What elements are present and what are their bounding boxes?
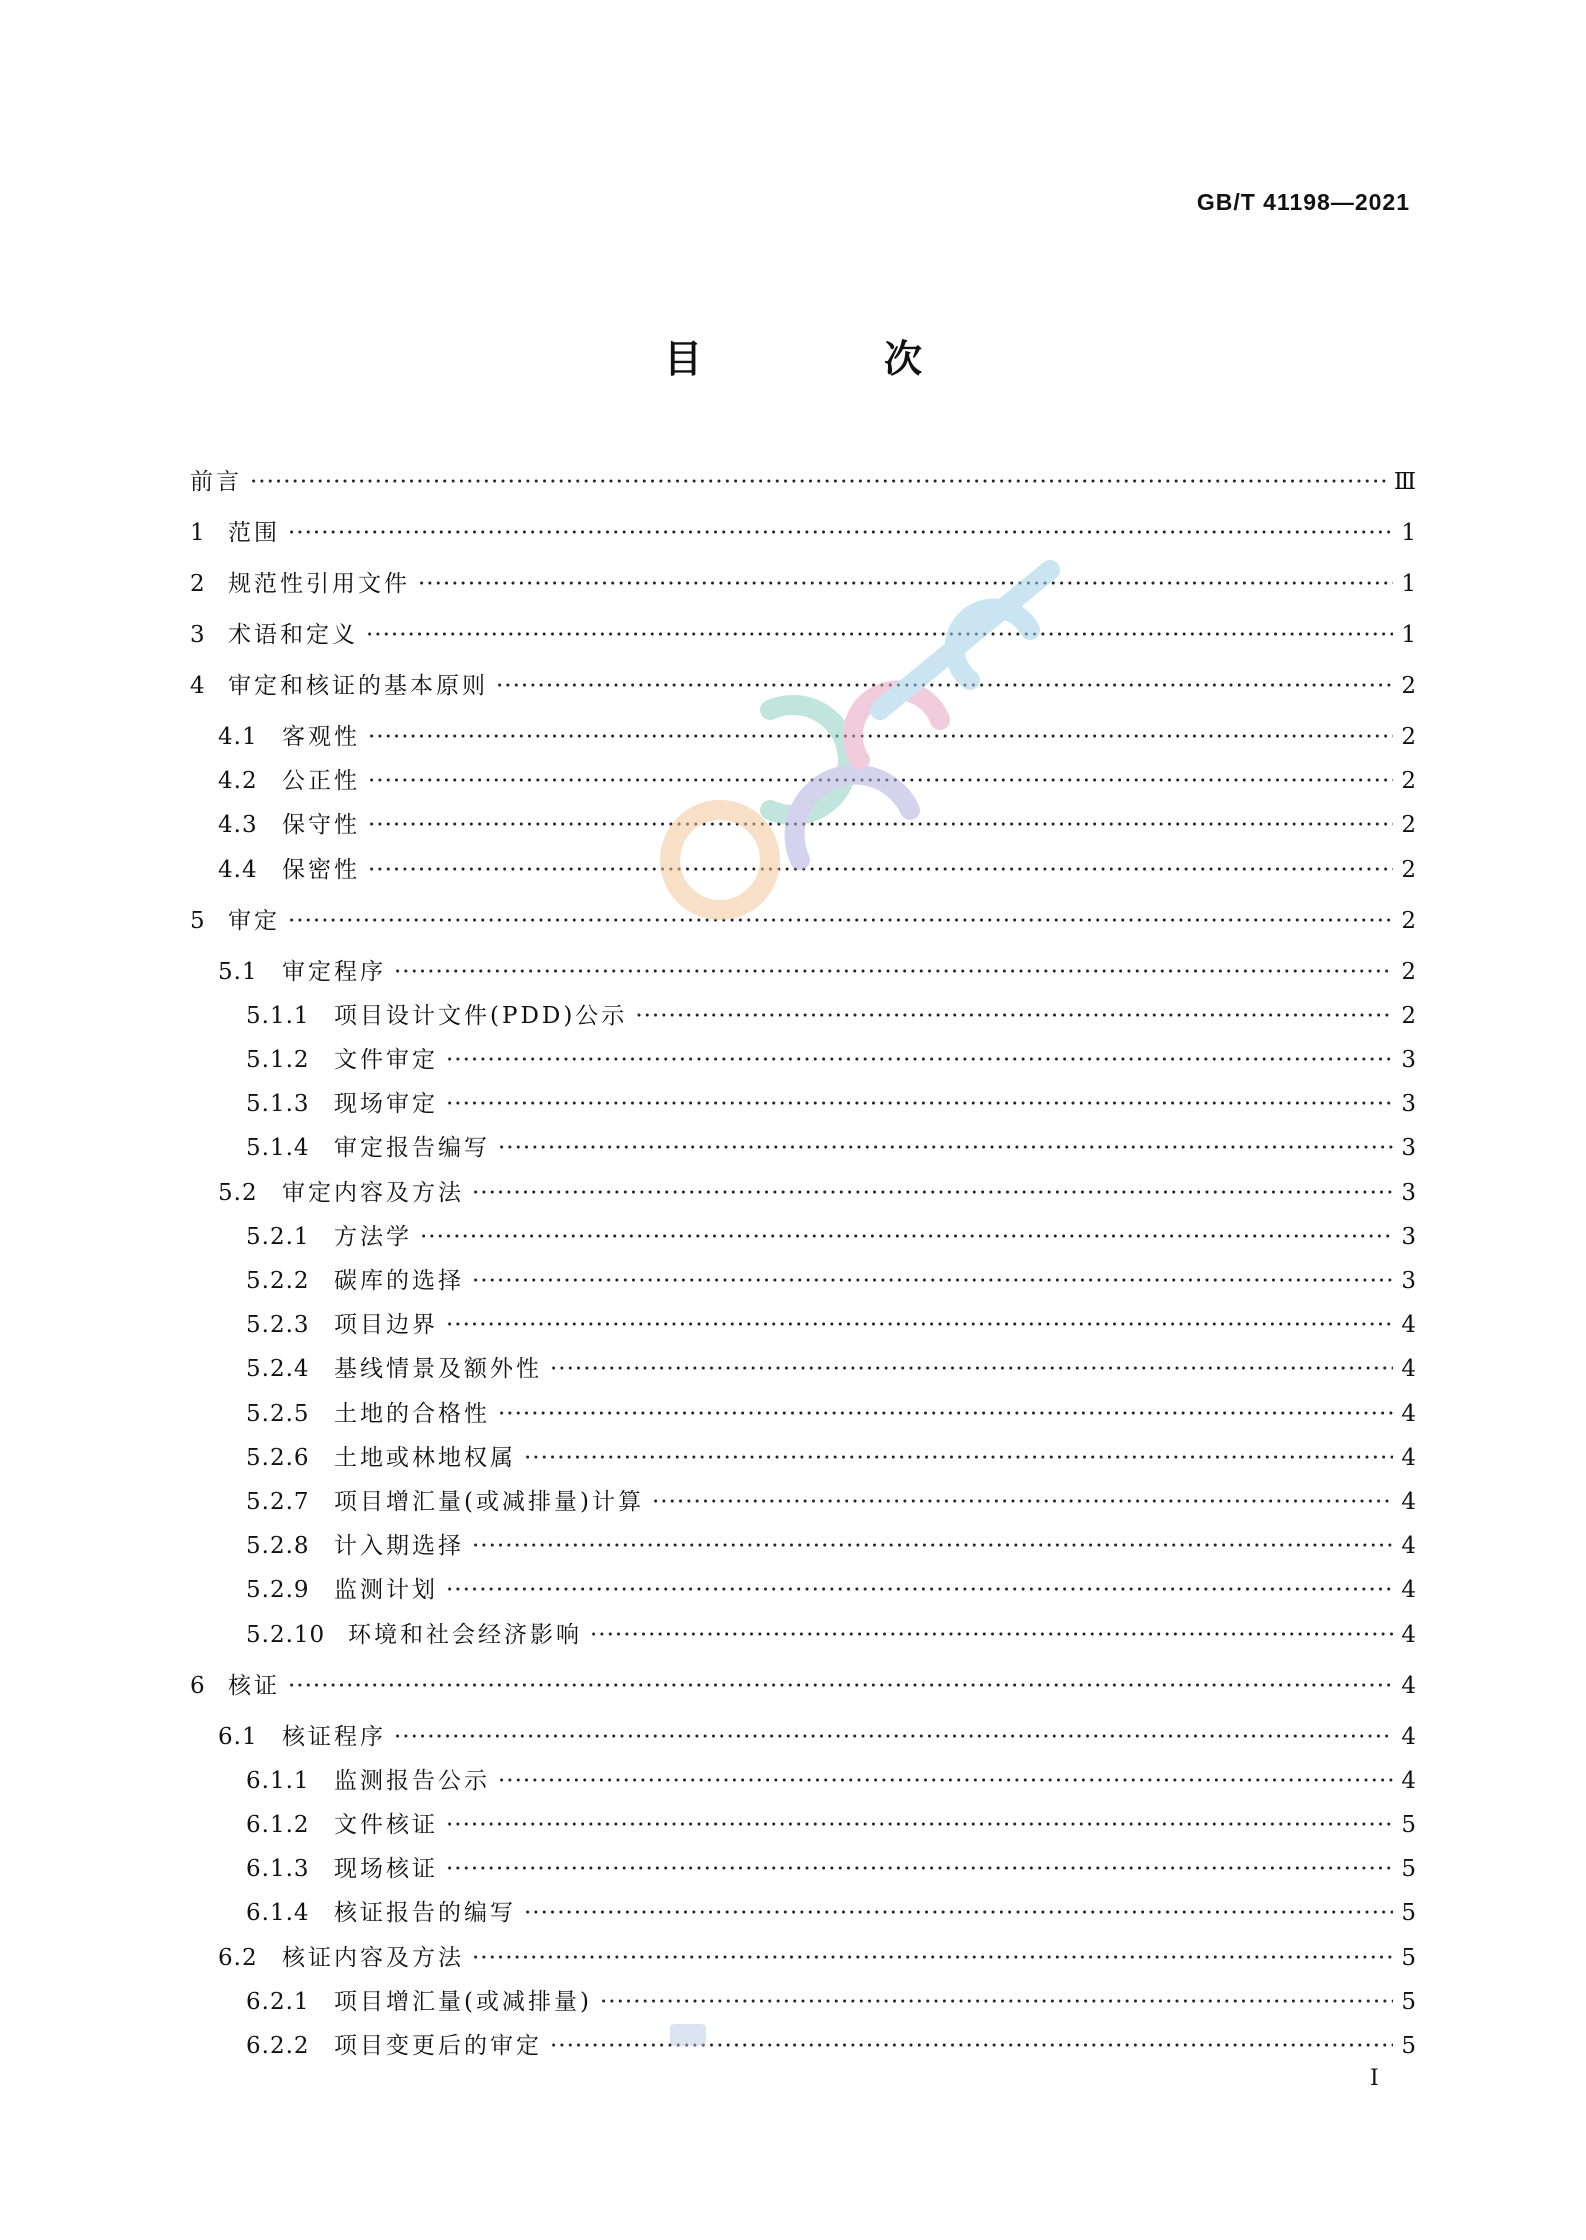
toc-entry-page: 3 (1401, 1180, 1416, 1206)
toc-entry-page: 2 (1401, 857, 1416, 883)
toc-entry[interactable] (246, 1765, 1416, 1797)
toc-leader-dots (288, 517, 1393, 549)
toc-entry-label: 术语和定义 (228, 622, 358, 648)
toc-entry[interactable] (218, 809, 1416, 841)
toc-entry-number: 5.2.10 (246, 1622, 326, 1648)
toc-entry-label: 审定 (228, 908, 280, 934)
toc-entry-page: 5 (1401, 1856, 1416, 1882)
toc-entry-number: 5.2.7 (246, 1489, 310, 1515)
toc-entry-number: 6.2.2 (246, 2033, 310, 2059)
toc-entry-label: 项目设计文件(PDD)公示 (334, 1003, 628, 1029)
toc-leader-dots (498, 1132, 1393, 1164)
toc-entry-number: 5.2.6 (246, 1445, 310, 1471)
toc-leader-dots (472, 1265, 1393, 1297)
standard-code: GB/T 41198—2021 (1196, 189, 1410, 215)
toc-entry-label: 土地或林地权属 (334, 1445, 516, 1471)
toc-entry-label: 核证程序 (282, 1724, 386, 1750)
toc-entry-page: 1 (1401, 520, 1416, 546)
toc-entry-label: 客观性 (282, 724, 360, 750)
toc-entry-number: 5.1 (218, 959, 258, 985)
toc-entry-number: 6.1.3 (246, 1856, 310, 1882)
toc-entry-number: 6.2 (218, 1945, 258, 1971)
toc-entry-label: 审定内容及方法 (282, 1180, 464, 1206)
toc-entry[interactable] (218, 765, 1416, 797)
toc-entry-number: 5.2.9 (246, 1577, 310, 1603)
toc-entry[interactable] (246, 1088, 1416, 1120)
toc-leader-dots (418, 568, 1393, 600)
toc-entry[interactable] (190, 1670, 1416, 1702)
toc-entry-number: 1 (190, 520, 206, 546)
toc-entry-number: 4 (190, 673, 206, 699)
toc-entry[interactable] (246, 1442, 1416, 1474)
toc-entry[interactable] (246, 1619, 1416, 1651)
toc-leader-dots (472, 1530, 1393, 1562)
toc-entry-page: 2 (1401, 908, 1416, 934)
toc-entry-number: 4.3 (218, 812, 258, 838)
toc-entry-label: 基线情景及额外性 (334, 1356, 542, 1382)
toc-leader-dots (446, 1044, 1393, 1076)
toc-entry-page: 4 (1401, 1489, 1416, 1515)
page-number: I (1370, 2066, 1379, 2091)
toc-entry-label: 方法学 (334, 1224, 412, 1250)
toc-entry-label: 计入期选择 (334, 1533, 464, 1559)
toc-entry[interactable] (218, 1942, 1416, 1974)
toc-entry-number: 4.1 (218, 724, 258, 750)
toc-leader-dots (498, 1765, 1393, 1797)
toc-entry[interactable] (246, 1574, 1416, 1606)
toc-entry-page: 2 (1401, 673, 1416, 699)
toc-entry-page: 4 (1401, 1533, 1416, 1559)
toc-entry-number: 5 (190, 908, 206, 934)
toc-entry-page: 2 (1401, 1003, 1416, 1029)
toc-entry-page: 4 (1401, 1622, 1416, 1648)
toc-leader-dots (472, 1942, 1393, 1974)
toc-entry-page: 5 (1401, 1989, 1416, 2015)
toc-entry-page: 4 (1401, 1445, 1416, 1471)
toc-entry[interactable] (246, 1398, 1416, 1430)
toc-entry-number: 5.1.4 (246, 1135, 310, 1161)
toc-entry[interactable] (246, 1265, 1416, 1297)
toc-entry[interactable] (218, 1177, 1416, 1209)
toc-entry[interactable] (246, 1353, 1416, 1385)
toc-entry-number: 5.2.1 (246, 1224, 310, 1250)
toc-leader-dots (635, 1000, 1393, 1032)
page-title: 目 次 (663, 336, 994, 381)
toc-entry[interactable] (246, 1897, 1416, 1929)
toc-leader-dots (394, 1721, 1393, 1753)
toc-entry-page: 4 (1401, 1724, 1416, 1750)
toc-entry[interactable] (246, 1044, 1416, 1076)
toc-entry-number: 5.1.3 (246, 1091, 310, 1117)
toc-leader-dots (446, 1088, 1393, 1120)
toc-entry-label: 核证内容及方法 (282, 1945, 464, 1971)
toc-entry-number: 5.2.2 (246, 1268, 310, 1294)
toc-entry-label: 监测报告公示 (334, 1768, 490, 1794)
toc-entry[interactable] (246, 1309, 1416, 1341)
toc-entry-page: 4 (1401, 1312, 1416, 1338)
toc-leader-dots (288, 1670, 1393, 1702)
toc-leader-dots (394, 956, 1393, 988)
toc-entry-number: 2 (190, 571, 206, 597)
toc-entry[interactable] (246, 1986, 1416, 2018)
toc-entry-label: 环境和社会经济影响 (348, 1622, 582, 1648)
toc-entry-page: 5 (1401, 1945, 1416, 1971)
toc-entry-page: 2 (1401, 812, 1416, 838)
toc-entry-page: Ⅲ (1393, 469, 1416, 495)
toc-entry-label: 审定报告编写 (334, 1135, 490, 1161)
toc-leader-dots (496, 670, 1393, 702)
toc-entry-page: 5 (1401, 1812, 1416, 1838)
toc-entry-number: 3 (190, 622, 206, 648)
toc-entry[interactable] (190, 905, 1416, 937)
toc-entry-page: 2 (1401, 768, 1416, 794)
toc-entry-label: 审定和核证的基本原则 (228, 673, 488, 699)
toc-leader-dots (446, 1809, 1393, 1841)
toc-leader-dots (550, 1353, 1393, 1385)
toc-entry-page: 1 (1401, 571, 1416, 597)
toc-entry-number: 5.2.8 (246, 1533, 310, 1559)
toc-entry-page: 4 (1401, 1673, 1416, 1699)
toc-leader-dots (524, 1442, 1393, 1474)
toc-entry-page: 4 (1401, 1401, 1416, 1427)
toc-entry-number: 6.1.1 (246, 1768, 310, 1794)
toc-leader-dots (550, 2030, 1393, 2062)
toc-leader-dots (600, 1986, 1393, 2018)
toc-leader-dots (498, 1398, 1393, 1430)
toc-entry-page: 4 (1401, 1577, 1416, 1603)
toc-entry-number: 4.4 (218, 857, 258, 883)
toc-entry-number: 6.1.2 (246, 1812, 310, 1838)
toc-entry-number: 5.2.5 (246, 1401, 310, 1427)
toc-entry[interactable] (246, 1000, 1416, 1032)
toc-entry-label: 保守性 (282, 812, 360, 838)
toc-leader-dots (420, 1221, 1393, 1253)
toc-entry-label: 文件核证 (334, 1812, 438, 1838)
toc-entry[interactable] (190, 517, 1416, 549)
toc-entry-label: 项目边界 (334, 1312, 438, 1338)
toc-leader-dots (250, 466, 1386, 498)
toc-entry-label: 规范性引用文件 (228, 571, 410, 597)
toc-entry[interactable] (246, 1853, 1416, 1885)
toc-leader-dots (652, 1486, 1393, 1518)
toc-entry[interactable] (190, 568, 1416, 600)
toc-leader-dots (446, 1309, 1393, 1341)
toc-leader-dots (446, 1853, 1393, 1885)
toc-entry-page: 5 (1401, 2033, 1416, 2059)
toc-entry-label: 项目增汇量(或减排量) (334, 1989, 592, 2015)
toc-entry-number: 6.2.1 (246, 1989, 310, 2015)
toc-entry[interactable] (190, 670, 1416, 702)
toc-leader-dots (368, 854, 1393, 886)
toc-leader-dots (472, 1177, 1393, 1209)
toc-entry-label: 核证报告的编写 (334, 1900, 516, 1926)
toc-entry[interactable] (218, 956, 1416, 988)
toc-entry-label: 监测计划 (334, 1577, 438, 1603)
toc-entry[interactable] (218, 1721, 1416, 1753)
toc-entry[interactable] (246, 1486, 1416, 1518)
toc-entry[interactable] (246, 1221, 1416, 1253)
toc-entry-label: 范围 (228, 520, 280, 546)
toc-entry-label: 项目增汇量(或减排量)计算 (334, 1489, 644, 1515)
toc-entry-number: 6.1.4 (246, 1900, 310, 1926)
toc-entry-page: 3 (1401, 1047, 1416, 1073)
toc-entry-label: 核证 (228, 1673, 280, 1699)
toc-entry-label: 前言 (190, 469, 242, 495)
toc-leader-dots (524, 1897, 1393, 1929)
toc-leader-dots (368, 721, 1393, 753)
toc-entry-page: 3 (1401, 1268, 1416, 1294)
toc-leader-dots (368, 809, 1393, 841)
toc-entry-number: 6 (190, 1673, 206, 1699)
toc-entry-page: 4 (1401, 1356, 1416, 1382)
toc-entry[interactable] (218, 854, 1416, 886)
toc-entry-label: 保密性 (282, 857, 360, 883)
toc-entry-number: 5.1.1 (246, 1003, 310, 1029)
toc-entry-page: 1 (1401, 622, 1416, 648)
toc-entry-label: 土地的合格性 (334, 1401, 490, 1427)
toc-entry-number: 4.2 (218, 768, 258, 794)
toc-entry[interactable] (246, 2030, 1416, 2062)
toc-entry-page: 3 (1401, 1135, 1416, 1161)
toc-entry-number: 5.2 (218, 1180, 258, 1206)
toc-entry-page: 3 (1401, 1224, 1416, 1250)
toc-entry-number: 6.1 (218, 1724, 258, 1750)
toc-entry-label: 现场核证 (334, 1856, 438, 1882)
toc-entry-label: 碳库的选择 (334, 1268, 464, 1294)
toc-entry-page: 5 (1401, 1900, 1416, 1926)
toc-leader-dots (368, 765, 1393, 797)
toc-leader-dots (446, 1574, 1393, 1606)
toc-entry[interactable] (246, 1809, 1416, 1841)
toc-entry-number: 5.2.3 (246, 1312, 310, 1338)
toc-entry[interactable] (190, 466, 1416, 498)
toc-entry[interactable] (246, 1132, 1416, 1164)
toc-entry[interactable] (218, 721, 1416, 753)
toc-entry-page: 3 (1401, 1091, 1416, 1117)
toc-entry[interactable] (190, 619, 1416, 651)
toc-entry-number: 5.2.4 (246, 1356, 310, 1382)
toc-entry-page: 2 (1401, 959, 1416, 985)
toc-leader-dots (590, 1619, 1393, 1651)
toc-entry[interactable] (246, 1530, 1416, 1562)
toc-leader-dots (366, 619, 1393, 651)
toc-leader-dots (288, 905, 1393, 937)
toc-entry-label: 审定程序 (282, 959, 386, 985)
toc-entry-label: 项目变更后的审定 (334, 2033, 542, 2059)
toc-entry-label: 现场审定 (334, 1091, 438, 1117)
toc-entry-label: 文件审定 (334, 1047, 438, 1073)
toc-entry-page: 2 (1401, 724, 1416, 750)
toc-entry-label: 公正性 (282, 768, 360, 794)
toc-entry-number: 5.1.2 (246, 1047, 310, 1073)
toc-entry-page: 4 (1401, 1768, 1416, 1794)
